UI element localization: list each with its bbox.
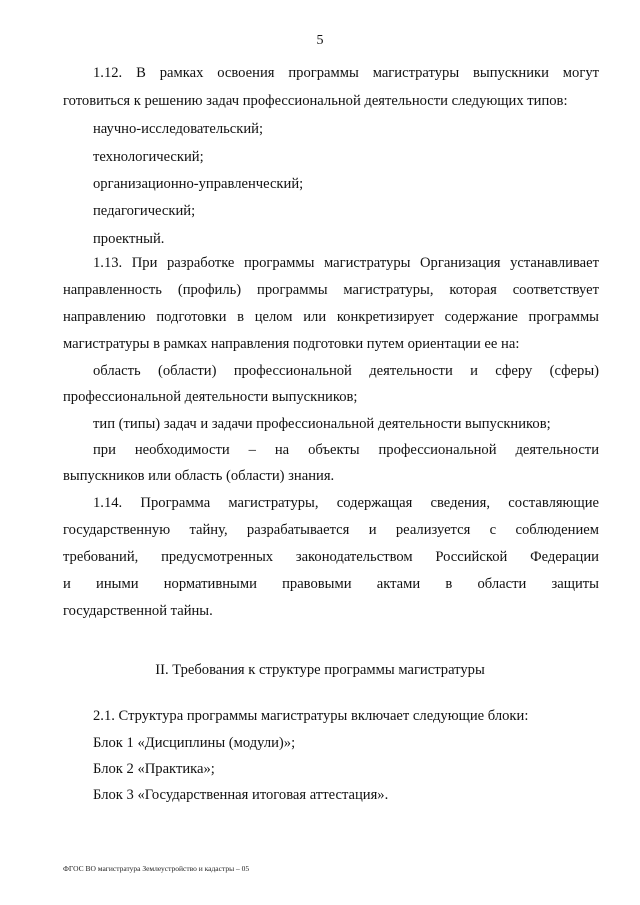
list-item-type: проектный. bbox=[93, 231, 165, 247]
paragraph-1-14-line: и иными нормативными правовыми актами в области защиты bbox=[63, 576, 599, 592]
orientation-area-line-2: профессиональной деятельности выпускников; bbox=[63, 389, 358, 405]
footer-note: ФГОС ВО магистратура Землеустройство и кадастры – 05 bbox=[63, 864, 250, 873]
list-item-type: педагогический; bbox=[93, 203, 196, 219]
paragraph-1-12-line-2: готовиться к решению задач профессиональной деятельности следующих типов: bbox=[63, 93, 568, 109]
paragraph-1-13-line: направлению подготовки в целом или конкретизирует содержание программы bbox=[63, 309, 599, 325]
paragraph-1-14-line-last: государственной тайны. bbox=[63, 603, 213, 619]
orientation-objects-line-1: при необходимости – на объекты профессиональной деятельности bbox=[93, 442, 599, 458]
paragraph-1-14-line: требований, предусмотренных законодательством Российской Федерации bbox=[63, 549, 599, 565]
list-item-type: технологический; bbox=[93, 149, 204, 165]
page-number: 5 bbox=[316, 33, 324, 48]
block-item: Блок 3 «Государственная итоговая аттестация». bbox=[93, 787, 389, 803]
list-item-type: организационно-управленческий; bbox=[93, 176, 304, 192]
paragraph-1-14-line: государственную тайну, разрабатывается и реализуется с соблюдением bbox=[63, 522, 599, 538]
orientation-area-line-1: область (области) профессиональной деятельности и сферу (сферы) bbox=[93, 363, 599, 379]
paragraph-1-12-line-1: 1.12. В рамках освоения программы магистратуры выпускники могут bbox=[93, 65, 599, 81]
section-heading: II. Требования к структуре программы магистратуры bbox=[155, 662, 485, 678]
paragraph-1-13-line: направленность (профиль) программы магистратуры, которая соответствует bbox=[63, 282, 599, 298]
block-item: Блок 2 «Практика»; bbox=[93, 761, 215, 777]
list-item-type: научно-исследовательский; bbox=[93, 121, 264, 137]
paragraph-1-13-line: 1.13. При разработке программы магистратуры Организация устанавливает bbox=[93, 255, 599, 271]
paragraph-1-14-line: 1.14. Программа магистратуры, содержащая сведения, составляющие bbox=[93, 495, 599, 511]
block-item: Блок 1 «Дисциплины (модули)»; bbox=[93, 735, 296, 751]
paragraph-1-13-line: магистратуры в рамках направления подготовки путем ориентации ее на: bbox=[63, 336, 520, 352]
orientation-tasks: тип (типы) задач и задачи профессиональной деятельности выпускников; bbox=[93, 416, 551, 432]
orientation-objects-line-2: выпускников или область (области) знания. bbox=[63, 468, 335, 484]
section-2-intro: 2.1. Структура программы магистратуры включает следующие блоки: bbox=[93, 708, 529, 724]
